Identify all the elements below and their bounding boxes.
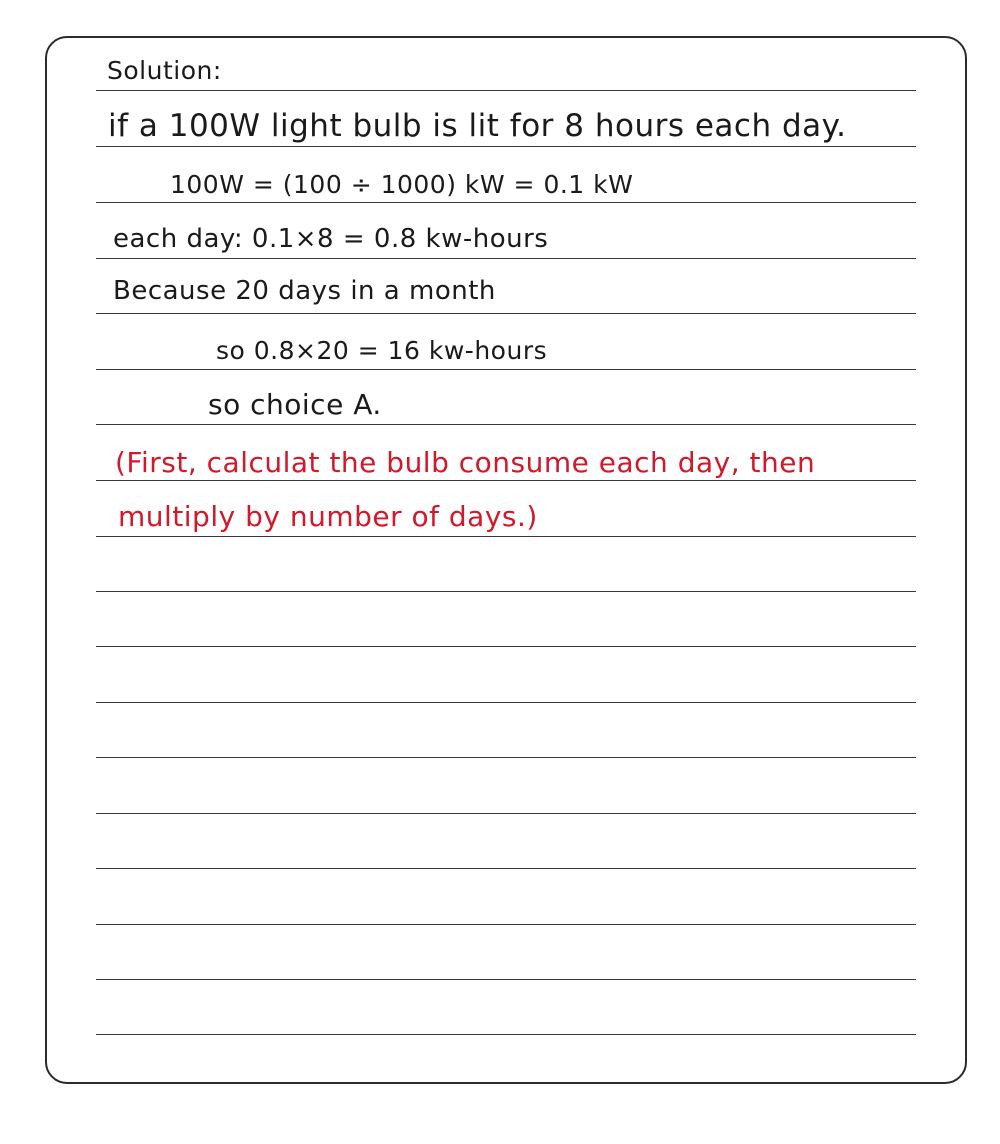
answer-choice: so choice A. [208,388,382,421]
ruled-line [96,146,916,147]
ruled-line [96,536,916,537]
ruled-line [96,979,916,980]
explanation-note-line-1: (First, calculat the bulb consume each day, then [115,446,816,479]
explanation-note-line-2: multiply by number of days.) [118,500,538,533]
monthly-energy-step: so 0.8×20 = 16 kw-hours [216,336,548,365]
daily-energy-step: each day: 0.1×8 = 0.8 kw-hours [113,224,549,254]
ruled-line [96,369,916,370]
ruled-line [96,480,916,481]
ruled-line [96,202,916,203]
ruled-line [96,757,916,758]
ruled-line [96,258,916,259]
ruled-line [96,924,916,925]
ruled-line [96,1034,916,1035]
ruled-line [96,646,916,647]
ruled-line [96,868,916,869]
problem-statement: if a 100W light bulb is lit for 8 hours each day. [108,108,847,144]
unit-conversion-step: 100W = (100 ÷ 1000) kW = 0.1 kW [170,170,634,199]
ruled-line [96,90,916,91]
ruled-line [96,313,916,314]
solution-heading: Solution: [107,56,222,85]
ruled-line [96,702,916,703]
ruled-line [96,813,916,814]
ruled-line [96,424,916,425]
days-in-month-note: Because 20 days in a month [113,276,496,306]
ruled-line [96,591,916,592]
